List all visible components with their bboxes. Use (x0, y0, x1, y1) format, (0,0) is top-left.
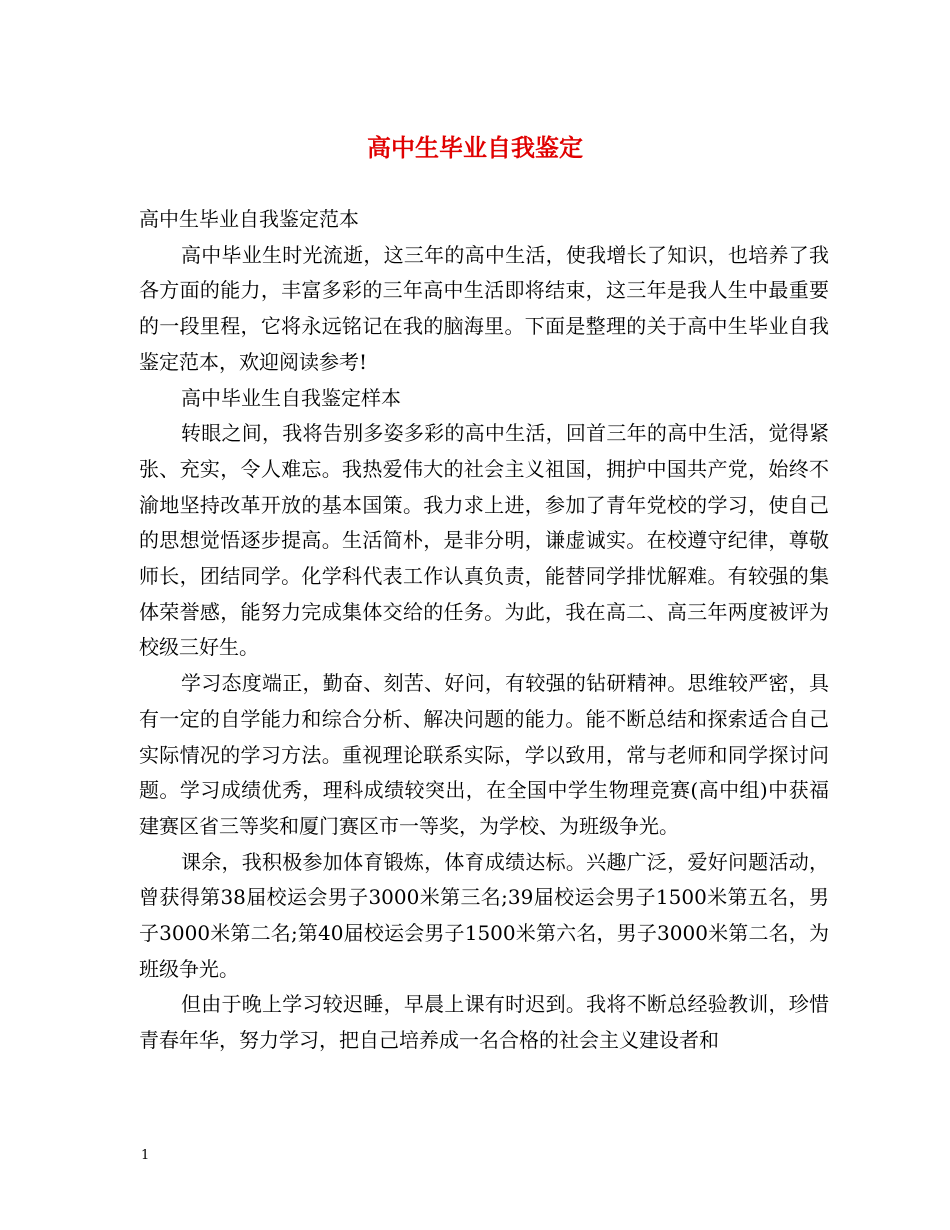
subtitle-line: 高中生毕业自我鉴定范本 (139, 207, 359, 231)
paragraph-improvement: 但由于晚上学习较迟睡，早晨上课有时迟到。我将不断总经验教训，珍惜青春年华，努力学习，把自己培养成一名合格的社会主义建设者和 (139, 992, 829, 1053)
intro-paragraph: 高中毕业生时光流逝，这三年的高中生活，使我增长了知识，也培养了我各方面的能力，丰富多彩的三年高中生活即将结束，这三年是我人生中最重要的一段里程，它将永远铭记在我的脑海里。下面是整理的关于高中生毕业自我鉴定范本，欢迎阅读参考! (139, 242, 829, 374)
paragraph-sports: 课余，我积极参加体育锻炼，体育成绩达标。兴趣广泛，爱好问题活动，曾获得第38届校运会男子3000米第三名;39届校运会男子1500米第五名，男子3000米第二名;第40届校运会男子1500米第六名，男子3000米第二名，为班级争光。 (139, 849, 829, 981)
page-number: 1 (141, 1148, 150, 1163)
document-body (139, 202, 829, 1059)
section-heading: 高中毕业生自我鉴定样本 (181, 385, 401, 410)
document-title: 高中生毕业自我鉴定 (367, 133, 583, 162)
paragraph-conduct: 转眼之间，我将告别多姿多彩的高中生活，回首三年的高中生活，觉得紧张、充实，令人难忘。我热爱伟大的社会主义祖国，拥护中国共产党，始终不渝地坚持改革开放的基本国策。我力求上进，参加了青年党校的学习，使自己的思想觉悟逐步提高。生活简朴，是非分明，谦虚诚实。在校遵守纪律，尊敬师长，团结同学。化学科代表工作认真负责，能替同学排忧解难。有较强的集体荣誉感，能努力完成集体交给的任务。为此，我在高二、高三年两度被评为校级三好生。 (139, 421, 829, 660)
paragraph-study: 学习态度端正，勤奋、刻苦、好问，有较强的钻研精神。思维较严密，具有一定的自学能力和综合分析、解决问题的能力。能不断总结和探索适合自己实际情况的学习方法。重视理论联系实际，学以致用，常与老师和同学探讨问题。学习成绩优秀，理科成绩较突出，在全国中学生物理竞赛(高中组)中获福建赛区省三等奖和厦门赛区市一等奖，为学校、为班级争光。 (139, 671, 829, 838)
